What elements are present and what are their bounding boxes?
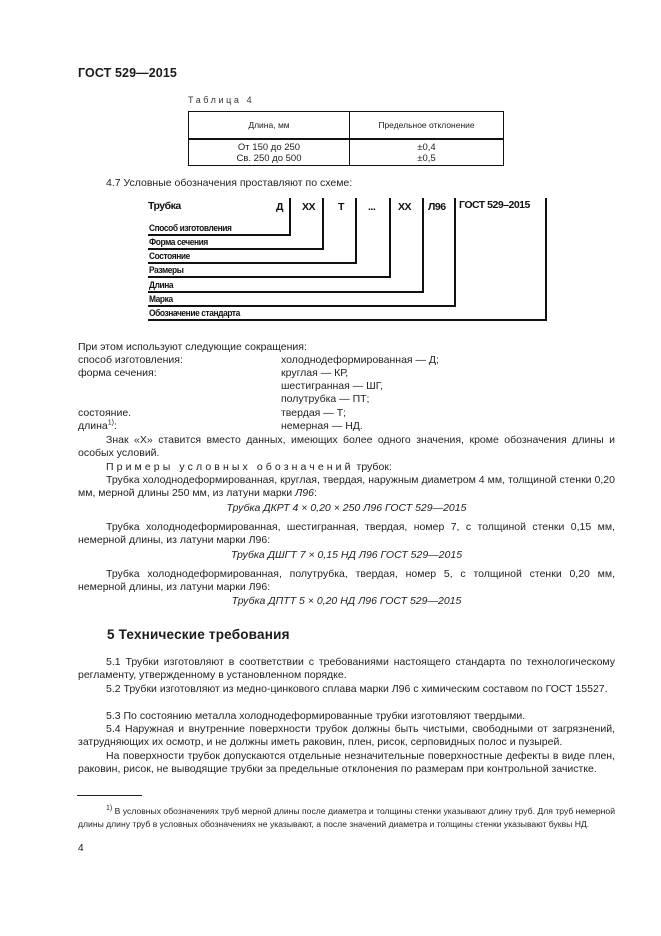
table-4 bbox=[188, 111, 504, 166]
column-header-deviation: Предельное отклонение bbox=[350, 112, 504, 140]
scheme-rule bbox=[148, 305, 456, 307]
deviation-value: ±0,4 bbox=[417, 142, 436, 153]
scheme-code-shape: ХХ bbox=[302, 201, 316, 213]
paragraph-5-1: 5.1 Трубки изготовляют в соответствии с требованиями настоящего стандарта по технологическому регламенту, утвержденному в установленном порядке. bbox=[78, 656, 615, 682]
example-designation: Трубка ДШГТ 7 × 0,15 НД Л96 ГОСТ 529—2015 bbox=[230, 549, 463, 561]
footnote bbox=[78, 805, 615, 830]
abbrev-term: состояние. bbox=[78, 407, 132, 419]
examples-heading bbox=[106, 461, 392, 474]
example-text: Трубка холоднодеформированная, круглая, твердая, наружным диаметром 4 мм, толщиной стенки 0,20 мм, мерной длины 250 мм, из латуни марки bbox=[78, 474, 615, 500]
table-caption: Таблица 4 bbox=[188, 95, 255, 105]
scheme-rule bbox=[148, 276, 391, 278]
abbrev-intro: При этом используют следующие сокращения: bbox=[78, 341, 307, 353]
scheme-connector bbox=[422, 198, 424, 293]
deviation-value: ±0,5 bbox=[417, 153, 436, 164]
abbrev-value: немерная — НД. bbox=[281, 420, 363, 432]
scheme-connector bbox=[322, 198, 324, 250]
paragraph-5-4: 5.4 Наружная и внутренние поверхности трубок должны быть чистыми, свободными от загрязнений, затрудняющих их осмотр, и не должны иметь раковин, плен, рисок, серповидных полос и пузырей. bbox=[78, 723, 615, 749]
scheme-connector bbox=[289, 198, 291, 236]
table-row bbox=[189, 139, 504, 166]
abbrev-term: форма сечения: bbox=[78, 367, 157, 379]
x-sign-note: Знак «Х» ставится вместо данных, имеющих более одного значения, кроме обозначения длины и особых условий. bbox=[78, 434, 615, 460]
scheme-connector bbox=[545, 198, 547, 321]
scheme-row-label: Марка bbox=[149, 293, 173, 305]
scheme-head-label: Трубка bbox=[148, 200, 181, 212]
paragraph-5-2: 5.2 Трубки изготовляют из медно-цинкового сплава марки Л96 с химическим составом по ГОСТ 15527. bbox=[106, 683, 608, 695]
table-header-row bbox=[189, 112, 504, 140]
scheme-code-length: ХХ bbox=[398, 201, 412, 213]
abbrev-value: круглая — КР, bbox=[281, 367, 349, 379]
deviation-cell bbox=[350, 139, 504, 166]
scheme-rule bbox=[148, 234, 291, 236]
scheme-row-label: Состояние bbox=[149, 250, 190, 262]
abbrev-term: способ изготовления: bbox=[78, 354, 183, 366]
length-value: Св. 250 до 500 bbox=[236, 153, 302, 164]
scheme-connector bbox=[389, 198, 391, 278]
scheme-row-label: Обозначение стандарта bbox=[149, 307, 240, 319]
scheme-rule bbox=[148, 291, 424, 293]
document-header: ГОСТ 529—2015 bbox=[78, 66, 177, 80]
scheme-row-label: Способ изготовления bbox=[149, 222, 232, 234]
example-designation: Трубка ДКРТ 4 × 0,20 × 250 Л96 ГОСТ 529—2015 bbox=[226, 502, 467, 514]
examples-heading-tail: трубок: bbox=[353, 461, 392, 473]
abbrev-value: холоднодеформированная — Д; bbox=[281, 354, 439, 366]
example-description: Трубка холоднодеформированная, шестигранная, твердая, номер 7, с толщиной стенки 0,15 мм, немерной длины, из латуни марки Л96: bbox=[78, 521, 615, 547]
section-5-title: 5 Технические требования bbox=[107, 627, 290, 642]
length-value: От 150 до 250 bbox=[237, 142, 301, 153]
designation-scheme bbox=[148, 196, 548, 322]
section-4-7-intro: 4.7 Условные обозначения проставляют по схеме: bbox=[106, 177, 353, 189]
abbrev-term-suffix: : bbox=[114, 420, 117, 432]
footnote-ref[interactable]: 1) bbox=[107, 419, 114, 427]
scheme-code-grade: Л96 bbox=[428, 201, 446, 213]
footnote-text: В условных обозначениях труб мерной длины после диаметра и толщины стенки указывают длину труб. Для труб немерной длины длину труб в условных обозначениях не указывают, а после значений диаметра и толщины стенки указывают буквы НД. bbox=[78, 806, 615, 829]
example-description: Трубка холоднодеформированная, полутрубка, твердая, номер 5, с толщиной стенки 0,20 мм, немерной длины, из латуни марки Л96: bbox=[78, 568, 615, 594]
scheme-rule bbox=[148, 248, 324, 250]
example-designation: Трубка ДПТТ 5 × 0,20 НД Л96 ГОСТ 529—2015 bbox=[231, 595, 462, 607]
paragraph-5-3: 5.3 По состоянию металла холоднодеформированные трубки изготовляют твердыми. bbox=[106, 710, 526, 722]
abbrev-value: твердая — Т; bbox=[281, 407, 347, 419]
scheme-connector bbox=[454, 198, 456, 307]
length-cell bbox=[189, 139, 350, 166]
scheme-row-label: Длина bbox=[149, 279, 174, 291]
scheme-code-size: ... bbox=[368, 201, 376, 213]
scheme-code-standard: ГОСТ 529–2015 bbox=[459, 199, 530, 211]
footnote-marker: 1) bbox=[106, 805, 113, 813]
abbrev-term: длина bbox=[78, 420, 108, 432]
footnote-separator bbox=[77, 795, 142, 796]
example-grade: Л96 bbox=[295, 487, 314, 500]
scheme-code-method: Д bbox=[276, 201, 283, 213]
column-header-length: Длина, мм bbox=[189, 112, 350, 140]
abbrev-value: шестигранная — ШГ, bbox=[281, 380, 384, 392]
scheme-row-label: Размеры bbox=[149, 264, 184, 276]
example-text-end: : bbox=[313, 487, 317, 500]
example-description bbox=[78, 474, 615, 501]
scheme-rule bbox=[148, 262, 357, 264]
examples-heading-spaced: Примеры условных обозначений bbox=[106, 461, 354, 473]
paragraph-5-4-cont: На поверхности трубок допускаются отдельные незначительные поверхностные дефекты в виде плен, раковин, рисок, не выводящие трубки за предельные отклонения по размерам при контрольной зачистке. bbox=[78, 750, 615, 776]
abbrev-value: полутрубка — ПТ; bbox=[281, 393, 370, 405]
scheme-connector bbox=[355, 198, 357, 264]
page-number: 4 bbox=[78, 843, 84, 854]
scheme-code-state: Т bbox=[338, 201, 344, 213]
scheme-rule bbox=[148, 319, 547, 321]
abbrev-term-length bbox=[78, 420, 117, 433]
scheme-row-label: Форма сечения bbox=[149, 236, 208, 248]
